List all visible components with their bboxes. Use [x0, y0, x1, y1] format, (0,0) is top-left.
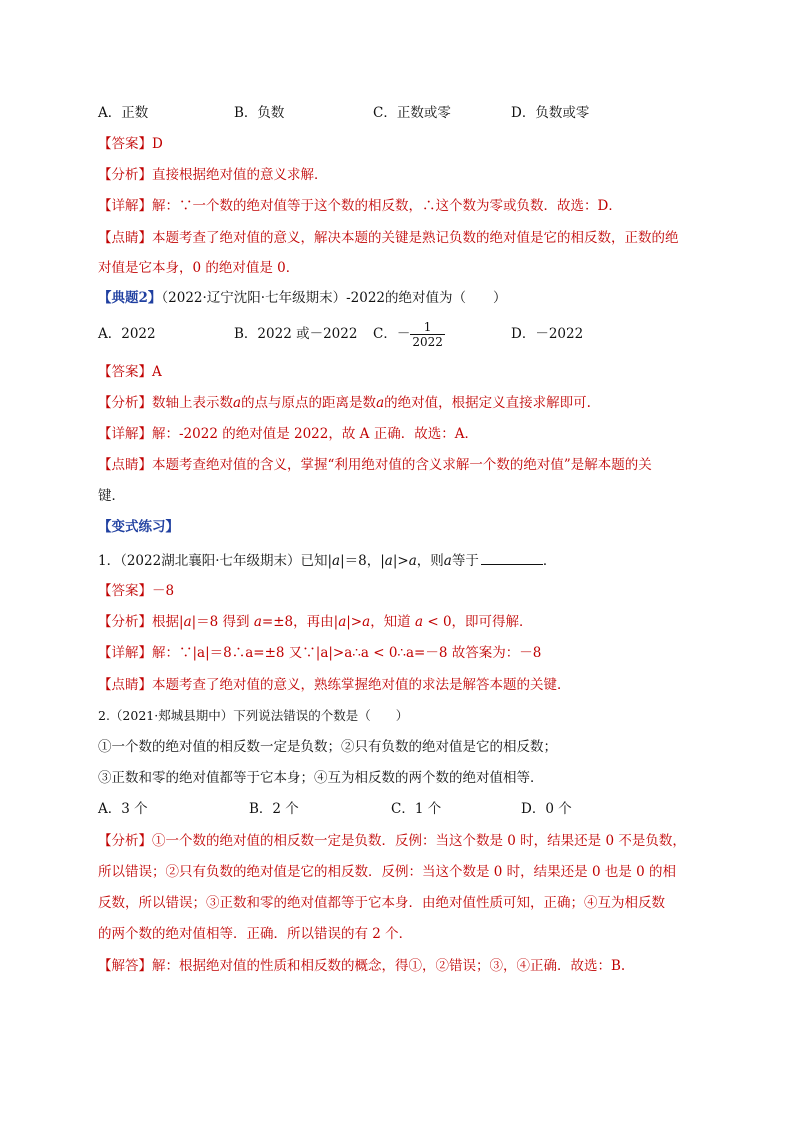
- answer-tag: 【答案】: [98, 583, 152, 599]
- v2-solution: [98, 956, 625, 976]
- v1-stem-5: 等于: [451, 553, 479, 569]
- fraction-denominator: 2022: [412, 335, 443, 349]
- comment-tag: 【点睛】: [98, 457, 152, 473]
- ex2-detail: [98, 424, 478, 444]
- v1-stem-1: 1．（2022湖北襄阳·七年级期末）已知|: [98, 553, 333, 569]
- answer-value: A: [152, 364, 162, 380]
- detail-tag: 【详解】: [98, 198, 152, 214]
- answer-blank: [481, 550, 543, 565]
- v2-option-b: B．2 个: [249, 801, 299, 817]
- var-a: a: [253, 614, 262, 630]
- var-a: a: [233, 395, 242, 411]
- analysis-text-4: |>: [346, 614, 363, 630]
- v2-analysis: [98, 831, 686, 851]
- analysis-tag: 【分析】: [98, 833, 152, 849]
- var-a: a: [183, 614, 192, 630]
- q1-detail: [98, 196, 622, 216]
- v1-comment: [98, 675, 571, 695]
- answer-tag: 【答案】: [98, 136, 152, 152]
- detail-text: 解：∵|a|＝8∴a=±8 又∵|a|>a∴a < 0∴a=－8 故答案为：－8: [152, 645, 542, 661]
- answer-value: －8: [152, 583, 175, 599]
- ex2-label: 【典题2】: [98, 290, 162, 306]
- var-a: a: [408, 553, 417, 569]
- v2-statement-1: ①一个数的绝对值的相反数一定是负数；②只有负数的绝对值是它的相反数；: [98, 739, 557, 755]
- q1-option-d: D．负数或零: [511, 105, 590, 121]
- q1-comment-line2: 对值是它本身，0 的绝对值是 0．: [98, 260, 300, 276]
- analysis-tag: 【分析】: [98, 167, 152, 183]
- var-a: a: [332, 553, 341, 569]
- comment-tag: 【点睛】: [98, 677, 152, 693]
- q1-option-c: C．正数或零: [373, 105, 451, 121]
- answer-tag: 【答案】: [98, 364, 152, 380]
- var-a: a: [338, 614, 347, 630]
- ex2-comment-line2: 键．: [98, 488, 125, 504]
- v1-answer: [98, 581, 174, 601]
- fraction-numerator: 1: [410, 320, 445, 335]
- detail-tag: 【详解】: [98, 645, 152, 661]
- comment-text: 本题考查了绝对值的意义，熟练掌握绝对值的求法是解答本题的关键．: [152, 677, 571, 693]
- analysis-text-1: 根据|: [152, 614, 184, 630]
- detail-tag: 【详解】: [98, 426, 152, 442]
- v2-statement-2: ③正数和零的绝对值都等于它本身；④互为相反数的两个数的绝对值相等．: [98, 770, 544, 786]
- analysis-text-5: ，知道: [370, 614, 415, 630]
- analysis-text-3: 的绝对值，根据定义直接求解即可.: [384, 395, 591, 411]
- var-a: a: [414, 614, 424, 630]
- q1-option-b: B．负数: [234, 105, 285, 121]
- detail-text: 解：-2022 的绝对值是 2022，故 A 正确．故选：A．: [152, 426, 478, 442]
- v2-stem: 2.（2021·郏城县期中）下列说法错误的个数是（ ）: [98, 708, 409, 723]
- q1-option-a: A．正数: [98, 105, 149, 121]
- solve-tag: 【解答】: [98, 958, 152, 974]
- comment-tag: 【点睛】: [98, 230, 152, 246]
- var-a: a: [443, 553, 452, 569]
- analysis-text-6: < 0，即可得解．: [423, 614, 533, 630]
- comment-text: 本题考查了绝对值的意义，解决本题的关键是熟记负数的绝对值是它的相反数，正数的绝: [152, 230, 679, 246]
- comment-text: 本题考查绝对值的含义，掌握“利用绝对值的含义求解一个数的绝对值”是解本题的关: [152, 457, 652, 473]
- v2-analysis-line-2: 所以错误；②只有负数的绝对值是它的相反数．反例：当这个数是 0 时，结果还是 0 也是 0 的相: [98, 864, 677, 880]
- var-a: a: [362, 614, 371, 630]
- solve-text: 解：根据绝对值的性质和相反数的概念，得①，②错误；③，④正确．故选：B.: [152, 958, 626, 974]
- q1-comment: [98, 228, 679, 248]
- ex2-option-b: B．2022 或－2022: [234, 326, 358, 342]
- q1-answer: [98, 134, 163, 154]
- v2-analysis-line-4: 的两个数的绝对值相等．正确．所以错误的有 2 个．: [98, 926, 413, 942]
- v1-stem-4: ，则: [416, 553, 444, 569]
- analysis-text: 直接根据绝对值的意义求解．: [152, 167, 328, 183]
- v1-stem: 1．（2022湖北襄阳·七年级期末）已知|a|＝8，|a|>a，则a等于 ．: [98, 550, 556, 571]
- ex2-stem-text: （2022·辽宁沈阳·七年级期末）-2022的绝对值为（ ）: [161, 290, 507, 306]
- v1-detail: [98, 643, 541, 663]
- ex2-option-d: D．－2022: [511, 326, 584, 342]
- v1-stem-3: |>: [392, 553, 409, 569]
- analysis-tag: 【分析】: [98, 395, 152, 411]
- v2-option-a: A．3 个: [98, 801, 148, 817]
- analysis-line-1: ①一个数的绝对值的相反数一定是负数．反例：当这个数是 0 时，结果还是 0 不是负数，: [152, 833, 686, 849]
- q1-analysis: [98, 165, 328, 185]
- ex2-option-a: A．2022: [98, 326, 156, 342]
- ex2-option-c-prefix: C．－: [373, 326, 411, 342]
- answer-value: D: [152, 136, 163, 152]
- v1-stem-2: |＝8，|: [340, 553, 385, 569]
- v2-option-d: D．0 个: [521, 801, 572, 817]
- analysis-text-2: |＝8 得到: [191, 614, 254, 630]
- analysis-text-1: 数轴上表示数: [152, 395, 233, 411]
- variant-title: 【变式练习】: [98, 519, 179, 535]
- analysis-text-2: 的点与原点的距离是数: [241, 395, 377, 411]
- detail-text: 解：∵一个数的绝对值等于这个数的相反数，∴这个数为零或负数．故选：D．: [152, 198, 622, 214]
- ex2-option-c: [373, 316, 445, 352]
- ex2-stem: [98, 288, 507, 308]
- fraction: [410, 320, 445, 349]
- var-a: a: [384, 553, 393, 569]
- analysis-tag: 【分析】: [98, 614, 152, 630]
- ex2-answer: [98, 362, 162, 382]
- v2-analysis-line-3: 反数，所以错误；③正数和零的绝对值都等于它本身．由绝对值性质可知，正确；④互为相反数: [98, 895, 665, 911]
- analysis-text-3: =±8，再由|: [261, 614, 339, 630]
- var-a: a: [376, 395, 385, 411]
- ex2-comment: [98, 455, 652, 475]
- v2-option-c: C．1 个: [391, 801, 442, 817]
- ex2-analysis: [98, 393, 591, 413]
- v1-analysis: [98, 612, 533, 632]
